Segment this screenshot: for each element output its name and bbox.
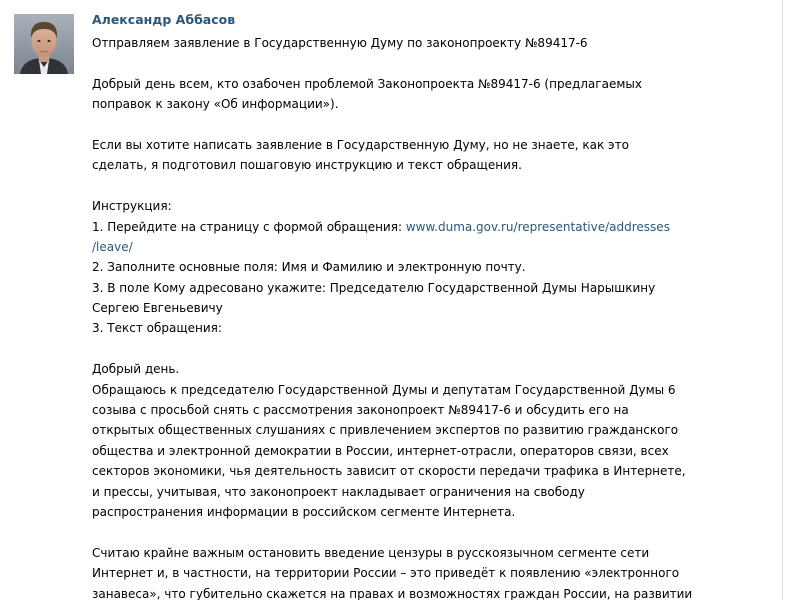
post-text-segment: созыва с просьбой снять с рассмотрения законопроект №89417-6 и обсудить его на	[92, 403, 629, 418]
post-text-segment: и прессы, учитывая, что законопроект накладывает ограничения на свободу	[92, 484, 585, 499]
post-text-line	[92, 380, 712, 400]
avatar-photo	[14, 14, 74, 74]
post-text-segment: Добрый день.	[92, 362, 180, 377]
post-text-line	[92, 420, 712, 440]
post-text-segment: 3. Текст обращения:	[92, 321, 222, 336]
post-text-line	[92, 563, 712, 583]
post-text-segment: распространения информации в российском сегменте Интернета.	[92, 504, 516, 519]
post-text-line	[92, 461, 712, 481]
post-text-line	[92, 278, 712, 298]
post-text	[92, 33, 712, 600]
duma-link[interactable]: www.duma.gov.ru/representative/addresses	[405, 219, 670, 234]
post-text-line	[92, 318, 712, 338]
post-text-line	[92, 502, 712, 522]
post-text-segment: Интернет и, в частности, на территории России – это приведёт к появлению «электронного	[92, 566, 680, 581]
paragraph-gap	[92, 339, 712, 359]
post-text-segment: Сергею Евгеньевичу	[92, 301, 223, 316]
post-text-segment: Если вы хотите написать заявление в Государственную Думу, но не знаете, как это	[92, 137, 629, 152]
post-text-line	[92, 196, 712, 216]
post-text-segment: Инструкция:	[92, 199, 172, 214]
post-text-line	[92, 155, 712, 175]
post-text-line	[92, 94, 712, 114]
post-text-line	[92, 584, 712, 600]
author-name[interactable]: Александр Аббасов	[92, 12, 236, 27]
post-text-line	[92, 400, 712, 420]
post-text-line	[92, 74, 712, 94]
post-text-segment: сделать, я подготовил пошаговую инструкцию и текст обращения.	[92, 158, 522, 173]
post-text-line	[92, 217, 712, 237]
post-text-line	[92, 33, 712, 53]
post-text-segment: открытых общественных слушаниях с привлечением экспертов по развитию гражданского	[92, 423, 679, 438]
post-text-line	[92, 359, 712, 379]
post-text-line	[92, 237, 712, 257]
duma-link[interactable]: /leave/	[92, 239, 133, 254]
post-text-segment: 1. Перейдите на страницу с формой обращения:	[92, 219, 406, 234]
post-text-line	[92, 257, 712, 277]
post-text-segment: поправок к закону «Об информации»).	[92, 97, 339, 112]
post-text-line	[92, 441, 712, 461]
post-text-line	[92, 135, 712, 155]
post-text-segment: общества и электронной демократии в России, интернет-отрасли, операторов связи, всех	[92, 443, 669, 458]
post-text-segment: 2. Заполните основные поля: Имя и Фамилию и электронную почту.	[92, 260, 526, 275]
post-text-line	[92, 482, 712, 502]
post-text-segment: занавеса», что губительно скажется на правах и возможностях граждан России, на развитии	[92, 586, 693, 600]
post-text-segment: Считаю крайне важным остановить введение цензуры в русскоязычном сегменте сети	[92, 545, 650, 560]
paragraph-gap	[92, 53, 712, 73]
paragraph-gap	[92, 115, 712, 135]
paragraph-gap	[92, 522, 712, 542]
post-text-segment: Отправляем заявление в Государственную Думу по законопроекту №89417-6	[92, 36, 588, 50]
post-text-segment: 3. В поле Кому адресовано укажите: Председателю Государственной Думы Нарышкину	[92, 280, 656, 295]
post-text-line	[92, 298, 712, 318]
post-text-segment: секторов экономики, чья деятельность зависит от скорости передачи трафика в Интернете,	[92, 464, 686, 479]
author-avatar[interactable]	[14, 14, 74, 74]
post-text-segment: Добрый день всем, кто озабочен проблемой Законопроекта №89417-6 (предлагаемых	[92, 76, 642, 91]
paragraph-gap	[92, 176, 712, 196]
post-text-segment: Обращаюсь к председателю Государственной Думы и депутатам Государственной Думы 6	[92, 382, 676, 397]
post-text-line	[92, 543, 712, 563]
column-divider	[782, 0, 783, 600]
